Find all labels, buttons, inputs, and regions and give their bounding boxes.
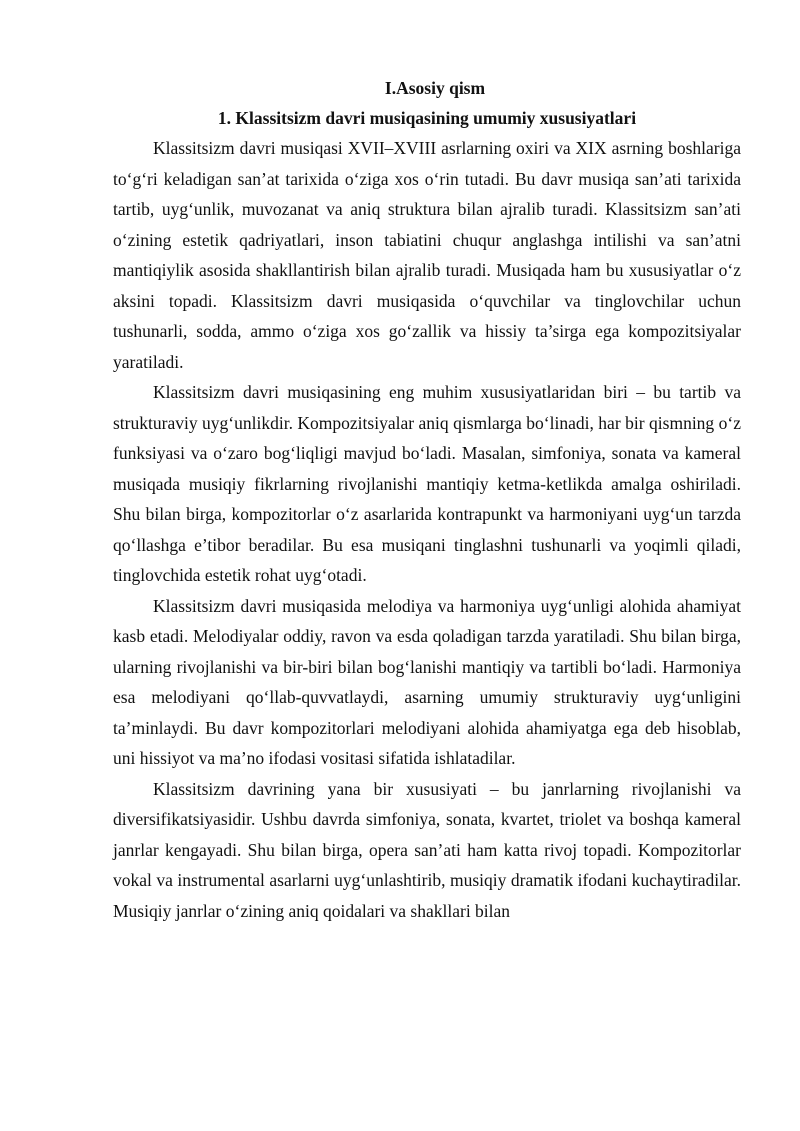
section-heading: I.Asosiy qism bbox=[384, 78, 486, 98]
paragraph-2: Klassitsizm davri musiqasining eng muhim xususiyatlaridan biri – bu tartib va strukturaviy uyg‘unlikdir. Kompozitsiyalar aniq qismlarga bo‘linadi, har bir qismning o‘z funksiyasi va o‘zaro bog‘liqligi mavjud bo‘ladi. Masalan, simfoniya, sonata va kameral musiqada musiqiy fikrlarning rivojlanishi mantiqiy ketma-ketlikda amalga oshiriladi. Shu bilan birga, kompozitorlar o‘z asarlarida kontrapunkt va harmoniyani uyg‘un tarzda qo‘llashga e’tibor beradilar. Bu esa musiqani tinglashni tushunarli va yoqimli qiladi, tinglovchida estetik rohat uyg‘otadi. bbox=[113, 382, 741, 585]
document-body bbox=[113, 73, 741, 926]
paragraph-1: Klassitsizm davri musiqasi XVII–XVIII asrlarning oxiri va XIX asrning boshlariga to‘g‘ri keladigan san’at tarixida o‘ziga xos o‘rin tutadi. Bu davr musiqa san’ati tarixida tartib, uyg‘unlik, muvozanat va aniq struktura bilan ajralib turadi. Klassitsizm san’ati o‘zining estetik qadriyatlari, inson tabiatini chuqur anglashga intilishi va san’atni mantiqiylik asosida shakllantirish bilan ajralib turadi. Musiqada ham bu xususiyatlar o‘z aksini topadi. Klassitsizm davri musiqasida o‘quvchilar va tinglovchilar uchun tushunarli, sodda, ammo o‘ziga xos go‘zallik va hissiy ta’sirga ega kompozitsiyalar yaratiladi. bbox=[113, 138, 741, 372]
paragraph-3: Klassitsizm davri musiqasida melodiya va harmoniya uyg‘unligi alohida ahamiyat kasb etadi. Melodiyalar oddiy, ravon va esda qoladigan tarzda yaratiladi. Shu bilan birga, ularning rivojlanishi va bir-biri bilan bog‘lanishi mantiqiy va tartibli bo‘ladi. Harmoniya esa melodiyani qo‘llab-quvvatlaydi, asarning umumiy strukturaviy uyg‘unligini ta’minlaydi. Bu davr kompozitorlari melodiyani alohida ahamiyatga ega deb hisoblab, uni hissiyot va ma’no ifodasi vositasi sifatida ishlatadilar. bbox=[113, 595, 741, 768]
paragraph-4: Klassitsizm davrining yana bir xususiyati – bu janrlarning rivojlanishi va diversifikatsiyasidir. Ushbu davrda simfoniya, sonata, kvartet, triolet va boshqa kameral janrlar kengayadi. Shu bilan birga, opera san’ati ham katta rivoj topadi. Kompozitorlar vokal va instrumental asarlarni uyg‘unlashtirib, musiqiy dramatik ifodani kuchaytiradilar. Musiqiy janrlar o‘zining aniq qoidalari va shakllari bilan bbox=[113, 778, 741, 921]
chapter-heading: 1. Klassitsizm davri musiqasining umumiy xususiyatlari bbox=[217, 108, 637, 128]
